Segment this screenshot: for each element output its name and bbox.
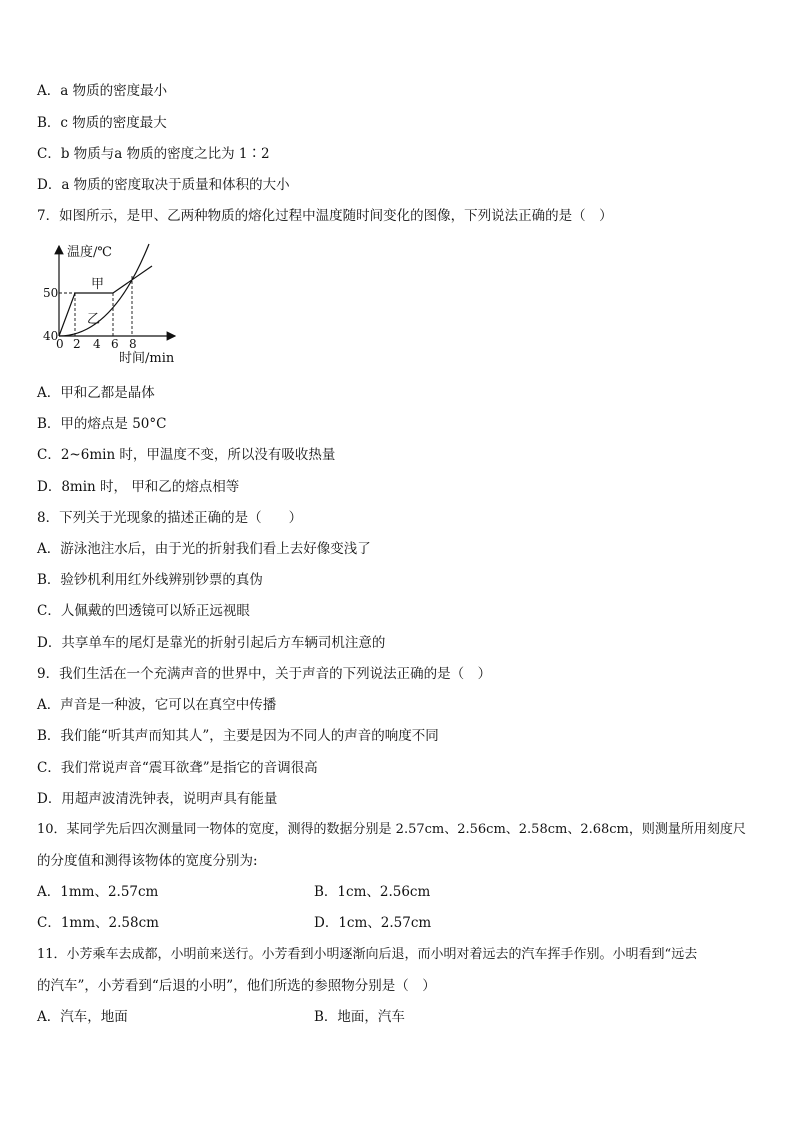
y-axis-label: 温度/℃	[67, 245, 112, 260]
x-tick-6: 6	[111, 337, 119, 351]
q6-option-b: B．c 物质的密度最大	[37, 115, 167, 131]
q7-option-b: B．甲的熔点是 50°C	[37, 416, 167, 432]
x-tick-8: 8	[129, 337, 137, 351]
q8-option-c: C．人佩戴的凹透镜可以矫正远视眼	[37, 603, 250, 619]
q8-stem: 8．下列关于光现象的描述正确的是（ ）	[37, 510, 303, 526]
q9-option-d: D．用超声波清洗钟表，说明声具有能量	[37, 791, 278, 807]
q9-option-a: A．声音是一种波，它可以在真空中传播	[37, 697, 277, 713]
q10-stem-line1: 10．某同学先后四次测量同一物体的宽度，测得的数据分别是 2.57cm、2.56cm、2.58cm、2.68cm，则测量所用刻度尺	[37, 822, 746, 837]
label-yi: 乙	[87, 312, 101, 327]
q10-option-b: B．1cm、2.56cm	[314, 884, 431, 900]
q11-option-b: B．地面，汽车	[314, 1009, 405, 1025]
q10-option-c: C．1mm、2.58cm	[37, 915, 159, 931]
x-tick-4: 4	[93, 337, 101, 351]
temperature-time-graph	[37, 238, 187, 368]
q6-option-a: A．a 物质的密度最小	[37, 83, 168, 99]
q7-stem: 7．如图所示，是甲、乙两种物质的熔化过程中温度随时间变化的图像，下列说法正确的是（ ）	[37, 208, 613, 224]
x-tick-2: 2	[73, 337, 81, 351]
q10-option-d: D．1cm、2.57cm	[314, 915, 432, 931]
q7-option-a: A．甲和乙都是晶体	[37, 385, 155, 401]
q11-stem-line2: 的汽车”，小芳看到“后退的小明”，他们所选的参照物分别是（ ）	[37, 978, 436, 994]
q8-option-b: B．验钞机利用红外线辨别钞票的真伪	[37, 572, 263, 588]
y-tick-40: 40	[43, 329, 59, 343]
x-axis-label: 时间/min	[119, 351, 175, 366]
q8-option-a: A．游泳池注水后，由于光的折射我们看上去好像变浅了	[37, 541, 371, 557]
y-tick-50: 50	[43, 286, 59, 300]
label-jia: 甲	[91, 277, 105, 292]
q8-option-d: D．共享单车的尾灯是靠光的折射引起后方车辆司机注意的	[37, 635, 386, 651]
x-tick-0: 0	[56, 337, 64, 351]
q9-option-c: C．我们常说声音“震耳欲聋”是指它的音调很高	[37, 760, 318, 776]
curve-jia	[59, 266, 152, 336]
q10-option-a: A．1mm、2.57cm	[37, 884, 159, 900]
q6-option-d: D．a 物质的密度取决于质量和体积的大小	[37, 177, 290, 193]
q7-option-d: D．8min 时， 甲和乙的熔点相等	[37, 479, 240, 495]
q7-option-c: C．2~6min 时，甲温度不变，所以没有吸收热量	[37, 447, 336, 463]
q9-option-b: B．我们能“听其声而知其人”，主要是因为不同人的声音的响度不同	[37, 728, 439, 744]
q6-option-c: C．b 物质与a 物质的密度之比为 1∶2	[37, 146, 270, 162]
q10-stem-line2: 的分度值和测得该物体的宽度分别为:	[37, 853, 258, 869]
q11-option-a: A．汽车，地面	[37, 1009, 128, 1025]
q11-stem-line1: 11．小芳乘车去成都，小明前来送行。小芳看到小明逐渐向后退，而小明对着远去的汽车挥手作别。小明看到“远去	[37, 947, 698, 962]
q9-stem: 9．我们生活在一个充满声音的世界中，关于声音的下列说法正确的是（ ）	[37, 666, 492, 682]
